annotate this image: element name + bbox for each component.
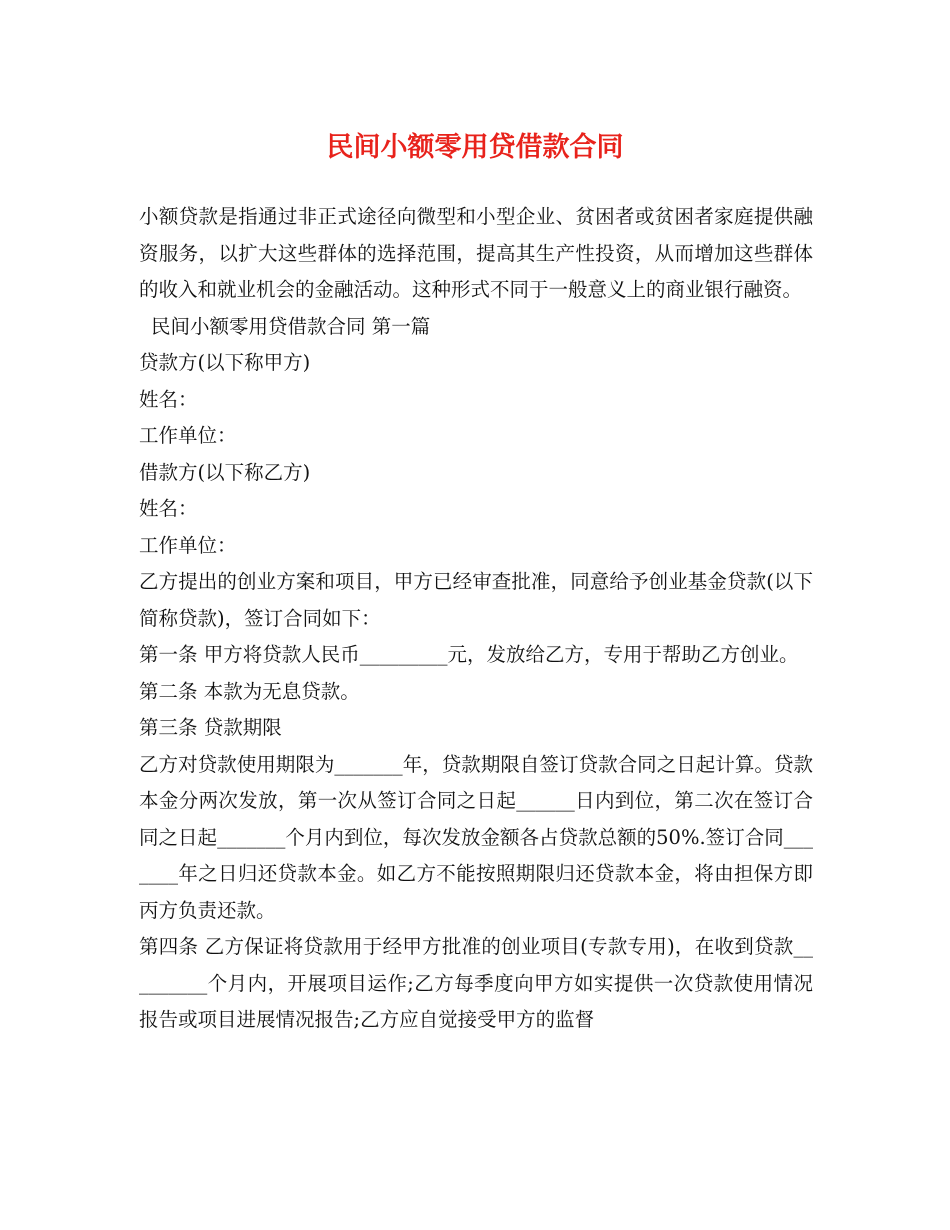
lender-heading: 贷款方(以下称甲方) [139, 351, 311, 374]
intro-paragraph: 小额贷款是指通过非正式途径向微型和小型企业、贫困者或贫困者家庭提供融资服务，以扩大这些群体的选择范围，提高其生产性投资，从而增加这些群体的收入和就业机会的金融活动。这种形式不同于一般意义上的商业银行融资。 [139, 205, 813, 301]
article-3-body: 乙方对贷款使用期限为_______年，贷款期限自签订贷款合同之日起计算。贷款本金分两次发放，第一次从签订合同之日起______日内到位，第二次在签订合同之日起_______个月内到位，每次发放金额各占贷款总额的50%.签订合同_______年之日归还贷款本金。如乙方不能按照期限归还贷款本金，将由担保方即丙方负责还款。 [139, 752, 813, 922]
borrower-employer-line: 工作单位： [139, 533, 237, 557]
lender-employer-line: 工作单位： [139, 424, 237, 447]
article-1: 第一条 甲方将贷款人民币_________元，发放给乙方，专用于帮助乙方创业。 [139, 643, 799, 666]
article-3-heading: 第三条 贷款期限 [139, 716, 282, 739]
document-title: 民间小额零用贷借款合同 [326, 132, 624, 163]
article-2: 第二条 本款为无息贷款。 [139, 679, 360, 703]
article-4: 第四条 乙方保证将贷款用于经甲方批准的创业项目(专款专用)，在收到贷款_________个月内，开展项目运作;乙方每季度向甲方如实提供一次贷款使用情况报告或项目进展情况报告;乙方应自觉接受甲方的监督 [139, 935, 813, 1031]
section-heading: 民间小额零用贷借款合同 第一篇 [151, 314, 431, 338]
borrower-name-line: 姓名： [139, 497, 198, 520]
borrower-heading: 借款方(以下称乙方) [139, 460, 311, 484]
lender-name-line: 姓名： [139, 387, 198, 411]
document-body [139, 199, 813, 1039]
agreement-paragraph: 乙方提出的创业方案和项目，甲方已经审查批准，同意给予创业基金贷款(以下简称贷款)，签订合同如下： [139, 570, 813, 630]
